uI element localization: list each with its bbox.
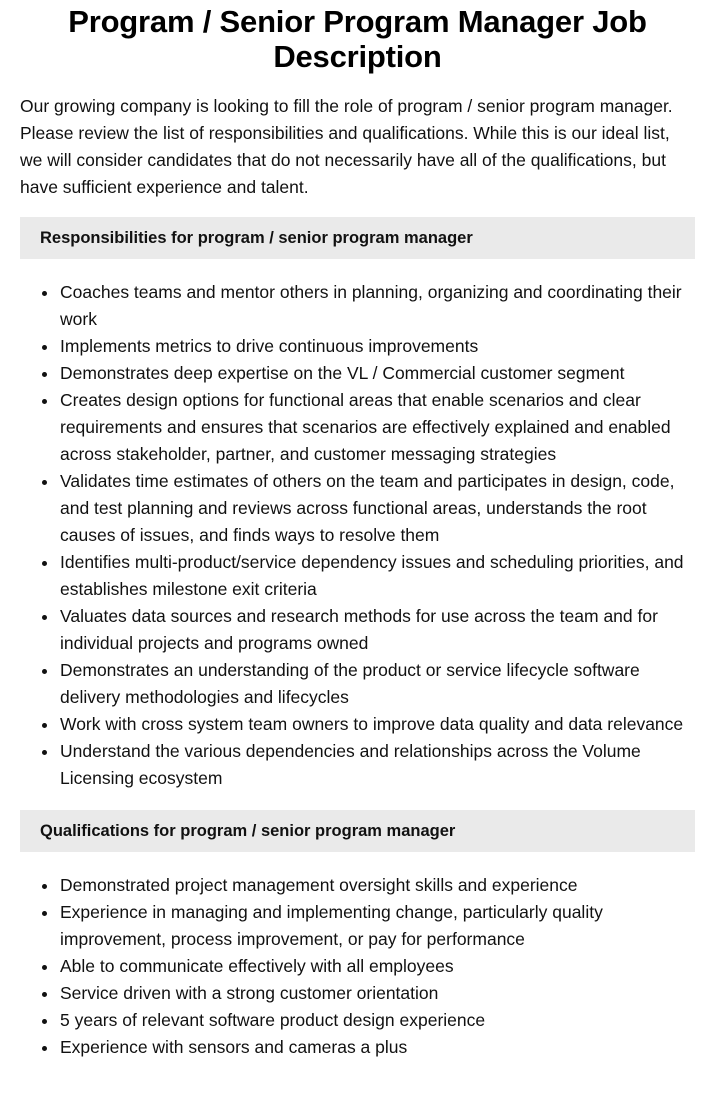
bullet-icon: [42, 345, 47, 350]
bullet-icon: [42, 965, 47, 970]
bullet-icon: [42, 723, 47, 728]
list-item: Creates design options for functional areas that enable scenarios and clear requirements and ensures that scenarios are effectively explained and enabled across stakeholder, partner, and customer messaging strategies: [60, 387, 695, 468]
responsibilities-section: [20, 217, 695, 792]
bullet-icon: [42, 992, 47, 997]
bullet-icon: [42, 480, 47, 485]
list-item: Coaches teams and mentor others in planning, organizing and coordinating their work: [60, 279, 695, 333]
list-item: Identifies multi-product/service dependency issues and scheduling priorities, and establishes milestone exit criteria: [60, 549, 695, 603]
responsibilities-heading: Responsibilities for program / senior program manager: [20, 217, 695, 259]
bullet-icon: [42, 750, 47, 755]
list-item: Valuates data sources and research methods for use across the team and for individual projects and programs owned: [60, 603, 695, 657]
list-item: Service driven with a strong customer orientation: [60, 980, 695, 1007]
page-title: Program / Senior Program Manager Job Description: [68, 4, 647, 74]
bullet-icon: [42, 669, 47, 674]
list-item: Experience in managing and implementing change, particularly quality improvement, process improvement, or pay for performance: [60, 899, 695, 953]
list-item: Work with cross system team owners to improve data quality and data relevance: [60, 711, 695, 738]
list-item: Understand the various dependencies and relationships across the Volume Licensing ecosystem: [60, 738, 695, 792]
bullet-icon: [42, 615, 47, 620]
list-item: Able to communicate effectively with all employees: [60, 953, 695, 980]
responsibilities-list: [20, 279, 695, 792]
list-item: Demonstrated project management oversight skills and experience: [60, 872, 695, 899]
list-item: Implements metrics to drive continuous improvements: [60, 333, 695, 360]
qualifications-heading: Qualifications for program / senior program manager: [20, 810, 695, 852]
bullet-icon: [42, 399, 47, 404]
bullet-icon: [42, 291, 47, 296]
list-item: Demonstrates an understanding of the product or service lifecycle software delivery methodologies and lifecycles: [60, 657, 695, 711]
list-item: 5 years of relevant software product design experience: [60, 1007, 695, 1034]
bullet-icon: [42, 884, 47, 889]
intro-paragraph: Our growing company is looking to fill the role of program / senior program manager. Please review the list of responsibilities and qualifications. While this is our ideal list, we will consider candidates that do not necessarily have all of the qualifications, but have sufficient experience and talent.: [20, 96, 673, 197]
list-item: Demonstrates deep expertise on the VL / Commercial customer segment: [60, 360, 695, 387]
list-item: Validates time estimates of others on the team and participates in design, code, and test planning and reviews across functional areas, understands the root causes of issues, and finds ways to resolve them: [60, 468, 695, 549]
bullet-icon: [42, 561, 47, 566]
list-item: Experience with sensors and cameras a plus: [60, 1034, 695, 1061]
bullet-icon: [42, 911, 47, 916]
qualifications-list: [20, 872, 695, 1061]
qualifications-section: [20, 810, 695, 1061]
bullet-icon: [42, 372, 47, 377]
bullet-icon: [42, 1019, 47, 1024]
bullet-icon: [42, 1046, 47, 1051]
